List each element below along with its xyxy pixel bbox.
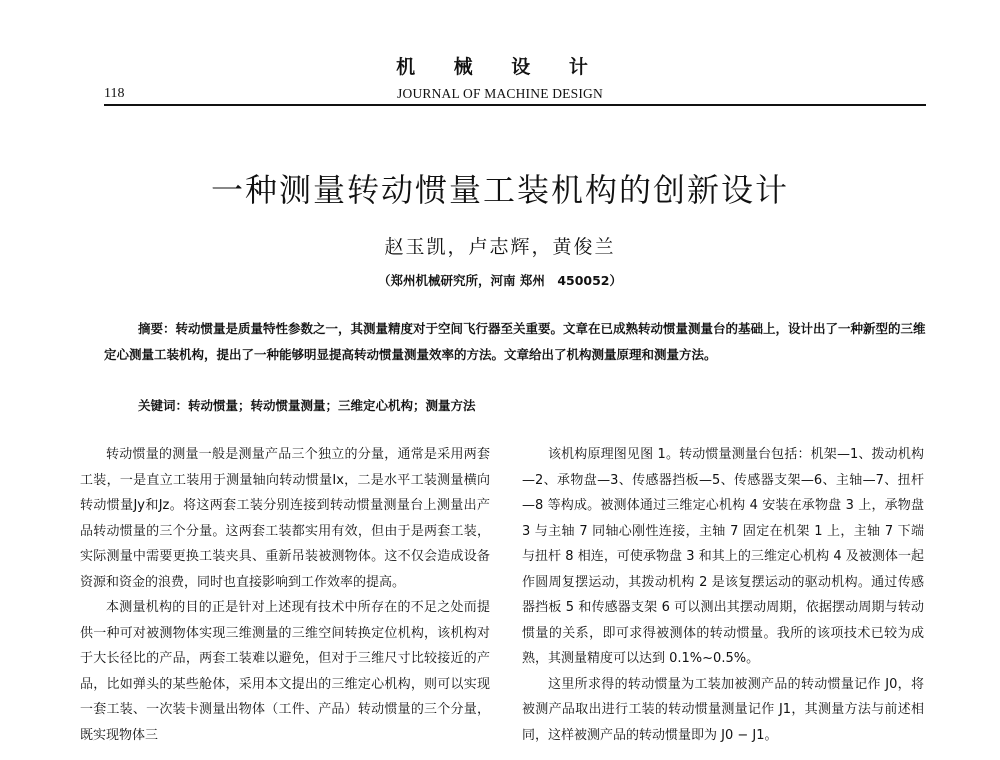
paragraph: 本测量机构的目的正是针对上述现有技术中所存在的不足之处而提供一种可对被测物体实现三维测量的三维空间转换定位机构，该机构对于大长径比的产品，两套工装难以避免，但对于三维尺寸比较接近的产品，比如弹头的某些舱体，采用本文提出的三维定心机构，则可以实现一套工装、一次装卡测量出物体（工件、产品）转动惯量的三个分量，既实现物体三 bbox=[80, 600, 490, 743]
keywords: 关键词：转动惯量；转动惯量测量；三维定心机构；测量方法 bbox=[138, 398, 476, 413]
paragraph: 该机构原理图见图 1。转动惯量测量台包括：机架—1、拨动机构—2、承物盘—3、传感器挡板—5、传感器支架—6、主轴—7、扭杆—8 等构成。被测体通过三维定心机构 4 安装在承物盘 3 上，承物盘 3 与主轴 7 同轴心刚性连接，主轴 7 固定在机架 1 上，主轴 7 下端与扭杆 8 相连，可使承物盘 3 和其上的三维定心机构 4 及被测体一起作圆周复摆运动，其拨动机构 2 是该复摆运动的驱动机构。通过传感器挡板 5 和传感器支架 6 可以测出其摆动周期，依据摆动周期与转动惯量的关系，即可求得被测体的转动惯量。我所的该项技术已较为成熟，其测量精度可以达到 0.1%~0.5%。 bbox=[522, 447, 924, 666]
abstract-text: 摘要：转动惯量是质量特性参数之一，其测量精度对于空间飞行器至关重要。文章在已成熟转动惯量测量台的基础上，设计出了一种新型的三维定心测量工装机构，提出了一种能够明显提高转动惯量测量效率的方法。文章给出了机构测量原理和测量方法。 bbox=[104, 321, 926, 362]
article-authors: 赵玉凯，卢志辉，黄俊兰 bbox=[384, 236, 616, 258]
paragraph: 转动惯量的测量一般是测量产品三个独立的分量，通常是采用两套工装，一是直立工装用于测量轴向转动惯量Ix，二是水平工装测量横向转动惯量Jy和Jz。将这两套工装分别连接到转动惯量测量台上测量出产品转动惯量的三个分量。这两套工装都实用有效，但由于是两套工装，实际测量中需要更换工装夹具、重新吊装被测物体。这不仅会造成设备资源和资金的浪费，同时也直接影响到工作效率的提高。 bbox=[80, 447, 490, 590]
abstract bbox=[104, 316, 926, 368]
page-number: 118 bbox=[104, 86, 125, 101]
article-title: 一种测量转动惯量工装机构的创新设计 bbox=[210, 171, 789, 209]
journal-name-chinese: 机 械 设 计 bbox=[396, 56, 604, 78]
journal-name-english: JOURNAL OF MACHINE DESIGN bbox=[397, 86, 603, 101]
body-right-column bbox=[522, 442, 924, 748]
body-left-column bbox=[80, 442, 490, 748]
header-rule bbox=[104, 104, 926, 106]
author-affiliation: （郑州机械研究所，河南 郑州 450052） bbox=[377, 273, 623, 288]
paragraph: 这里所求得的转动惯量为工装加被测产品的转动惯量记作 J0，将被测产品取出进行工装的转动惯量测量记作 J1，其测量方法与前述相同，这样被测产品的转动惯量即为 J0 − J1。 bbox=[522, 676, 924, 743]
